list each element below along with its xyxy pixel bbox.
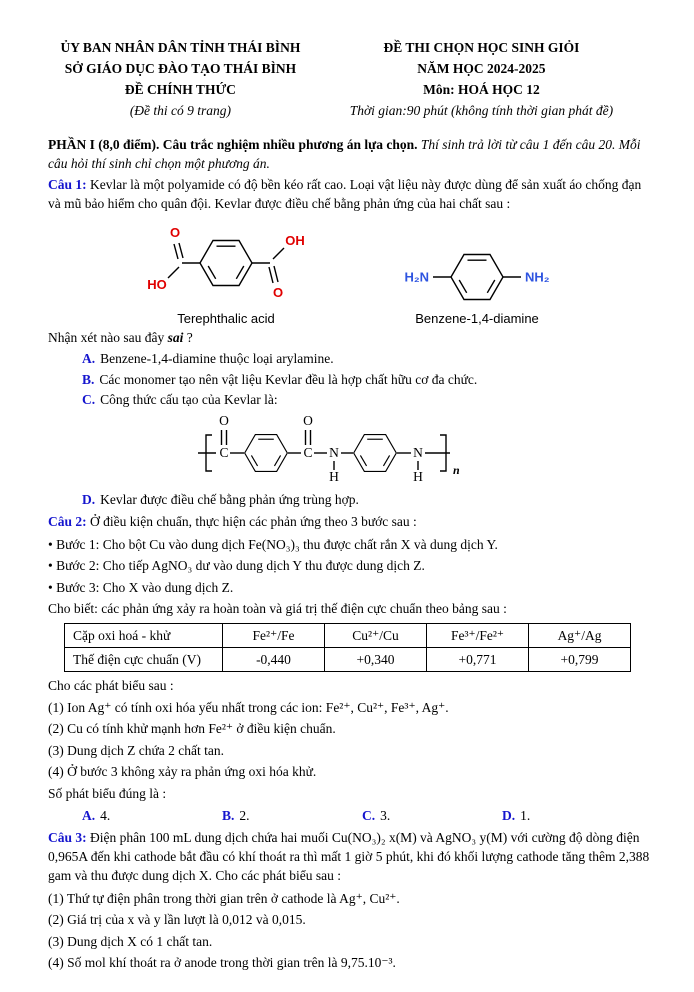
q2-intro-text: Ở điều kiện chuẩn, thực hiện các phản ứng theo 3 bước sau :	[90, 514, 417, 530]
page-count-note: (Đề thi có 9 trang)	[129, 102, 232, 118]
exam-title: ĐỀ THI CHỌN HỌC SINH GIỎI	[383, 40, 580, 55]
q3-intro-text: Điện phân 100 mL dung dịch chứa hai muối Cu(NO₃)₂ x(M) và AgNO₃ y(M) với cường độ dòng điện 0,965A đến khi cathode bắt đầu có khí thoát ra thì mất 1 giờ 5 phút, khi đó khối lượng cathode tăng thêm 2,388 gam và thu được dung dịch X. Cho các phát biểu sau :	[48, 830, 650, 884]
option-text: 4.	[100, 807, 111, 823]
option-text: Benzene-1,4-diamine thuộc loại arylamine.	[100, 351, 334, 367]
q2-statement-3: (3) Dung dịch Z chứa 2 chất tan.	[48, 742, 225, 758]
table-header-cell: Fe³⁺/Fe²⁺	[427, 624, 529, 648]
school-year: NĂM HỌC 2024-2025	[417, 60, 546, 76]
q2-question: Số phát biểu đúng là :	[48, 785, 167, 801]
atom-o-bottom-right: O	[272, 285, 284, 301]
question-3	[48, 828, 650, 974]
q1-structures	[48, 217, 650, 326]
kevlar-structure	[48, 411, 650, 489]
q2-option-a	[82, 805, 222, 827]
header-right	[313, 38, 650, 122]
terephthalic-caption: Terephthalic acid	[177, 311, 275, 327]
kevlar-o1: O	[219, 413, 229, 429]
electrode-potential-table	[64, 623, 631, 672]
q3-statement-3: (3) Dung dịch X có 1 chất tan.	[48, 933, 213, 949]
part1-instructions: Thí sinh trả lời từ câu 1 đến câu 20. Mỗi câu hỏi thí sinh chỉ chọn một phương án.	[48, 136, 641, 171]
table-cell: +0,799	[529, 648, 631, 672]
kevlar-h2: H	[413, 469, 423, 485]
q3-intro-para	[48, 828, 650, 885]
table-header-cell: Ag⁺/Ag	[529, 624, 631, 648]
table-cell: Thế điện cực chuẩn (V)	[65, 648, 223, 672]
kevlar-c2: C	[303, 445, 313, 461]
option-letter: A.	[82, 807, 96, 823]
q3-statement-2: (2) Giá trị của x và y lần lượt là 0,012 và 0,015.	[48, 912, 306, 928]
group-h2n: H₂N	[404, 269, 429, 285]
part1-intro	[48, 135, 650, 173]
group-nh2: NH₂	[525, 269, 550, 285]
subject-line: Môn: HOÁ HỌC 12	[423, 81, 540, 97]
duration-note: Thời gian:90 phút (không tính thời gian phát đề)	[349, 102, 614, 118]
header-left	[48, 38, 313, 122]
diamine-caption: Benzene-1,4-diamine	[415, 311, 539, 327]
q2-statement-4: (4) Ở bước 3 không xảy ra phản ứng oxi hóa khử.	[48, 764, 317, 780]
q1-intro-para	[48, 175, 650, 213]
question-1	[48, 175, 650, 510]
kevlar-n1: N	[329, 445, 339, 461]
atom-o-top-left: O	[169, 225, 181, 241]
kevlar-c1: C	[219, 445, 229, 461]
option-letter: A.	[82, 351, 96, 367]
q2-statement-1: (1) Ion Ag⁺ có tính oxi hóa yếu nhất trong các ion: Fe²⁺, Cu²⁺, Fe³⁺, Ag⁺.	[48, 699, 449, 715]
table-header-cell: Cu²⁺/Cu	[325, 624, 427, 648]
q3-label: Câu 3:	[48, 830, 87, 846]
q2-statements-intro: Cho các phát biểu sau :	[48, 678, 174, 693]
q2-options-row	[48, 805, 650, 827]
q2-step-2: • Bước 2: Cho tiếp AgNO₃ dư vào dung dịch Y thu được dung dịch Z.	[48, 558, 425, 574]
table-row	[65, 624, 631, 648]
question-2	[48, 512, 650, 826]
q3-statement-4: (4) Số mol khí thoát ra ở anode trong thời gian trên là 9,75.10⁻³.	[48, 955, 396, 971]
table-row	[65, 648, 631, 672]
q1-option-b	[48, 370, 650, 390]
q2-step-3: • Bước 3: Cho X vào dung dịch Z.	[48, 579, 234, 595]
kevlar-diagram	[194, 411, 504, 489]
atom-oh: OH	[285, 233, 305, 249]
option-letter: D.	[502, 807, 516, 823]
option-letter: C.	[362, 807, 376, 823]
terephthalic-acid-diagram	[121, 217, 331, 309]
table-cell: +0,340	[325, 648, 427, 672]
benzene-diamine-diagram	[377, 245, 577, 309]
exam-official-label: ĐỀ CHÍNH THỨC	[124, 81, 236, 97]
kevlar-n2: N	[413, 445, 423, 461]
kevlar-h1: H	[329, 469, 339, 485]
issuer-line-1: ỦY BAN NHÂN DÂN TỈNH THÁI BÌNH	[60, 40, 301, 55]
q2-note: Cho biết: các phản ứng xảy ra hoàn toàn và giá trị thế điện cực chuẩn theo bảng sau :	[48, 601, 507, 617]
option-text: 1.	[520, 807, 531, 823]
option-text: 3.	[380, 807, 391, 823]
q1-option-a	[48, 349, 650, 369]
q1-option-c	[48, 390, 650, 410]
option-letter: C.	[82, 391, 96, 407]
q1-option-d	[48, 490, 650, 510]
option-letter: B.	[222, 807, 235, 823]
q3-statement-1: (1) Thứ tự điện phân trong thời gian trên ở cathode là Ag⁺, Cu²⁺.	[48, 890, 400, 906]
table-cell: -0,440	[223, 648, 325, 672]
q2-label: Câu 2:	[48, 514, 87, 530]
q2-option-c	[362, 805, 502, 827]
benzene-diamine-structure	[377, 245, 577, 326]
q1-question-suffix: ?	[183, 330, 193, 346]
q2-option-b	[222, 805, 362, 827]
option-text: 2.	[239, 807, 250, 823]
exam-header	[48, 38, 650, 122]
kevlar-o2: O	[303, 413, 313, 429]
atom-ho: HO	[147, 277, 167, 293]
q2-statement-2: (2) Cu có tính khử mạnh hơn Fe²⁺ ở điều kiện chuẩn.	[48, 721, 336, 737]
table-header-cell: Fe²⁺/Fe	[223, 624, 325, 648]
table-header-cell: Cặp oxi hoá - khử	[65, 624, 223, 648]
q1-question-prefix: Nhận xét nào sau đây	[48, 330, 168, 346]
q1-label: Câu 1:	[48, 177, 87, 192]
terephthalic-acid-structure	[121, 217, 331, 326]
q1-question	[48, 328, 650, 347]
option-text: Các monomer tạo nên vật liệu Kevlar đều là hợp chất hữu cơ đa chức.	[99, 371, 478, 387]
q2-step-1: • Bước 1: Cho bột Cu vào dung dịch Fe(NO₃)₃ thu được chất rắn X và dung dịch Y.	[48, 536, 498, 552]
issuer-line-2: SỞ GIÁO DỤC ĐÀO TẠO THÁI BÌNH	[64, 60, 297, 76]
option-letter: B.	[82, 371, 95, 387]
option-text: Kevlar được điều chế bằng phản ứng trùng hợp.	[100, 492, 359, 508]
option-text: Công thức cấu tạo của Kevlar là:	[100, 391, 278, 407]
kevlar-n-subscript: n	[453, 463, 460, 478]
q1-question-emphasis: sai	[167, 330, 184, 346]
q1-intro-text: Kevlar là một polyamide có độ bền kéo rất cao. Loại vật liệu này được dùng để sản xuất áo chống đạn và mũ bảo hiểm cho quân đội. Kevlar được điều chế bằng phản ứng của hai chất sau :	[48, 177, 642, 212]
q2-intro-para	[48, 512, 650, 531]
q2-option-d	[502, 805, 642, 827]
table-cell: +0,771	[427, 648, 529, 672]
part1-title: PHẦN I (8,0 điểm). Câu trắc nghiệm nhiều phương án lựa chọn.	[48, 136, 418, 152]
option-letter: D.	[82, 492, 96, 508]
